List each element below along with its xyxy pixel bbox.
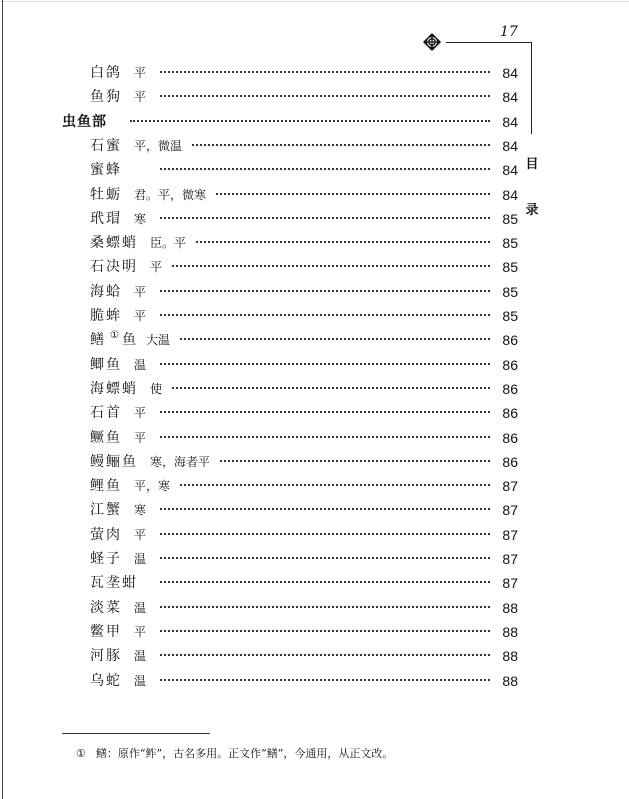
- toc-page-number: 88: [502, 623, 518, 640]
- toc-row[interactable]: [90, 61, 629, 85]
- toc-row[interactable]: [90, 523, 629, 547]
- toc-entry-name: 萤肉: [90, 526, 122, 543]
- toc-leader-dots: [216, 193, 490, 199]
- toc-row[interactable]: [90, 377, 629, 401]
- toc-row[interactable]: [90, 401, 629, 425]
- toc-entry-note: 温: [134, 552, 147, 566]
- toc-page-number: 86: [502, 380, 518, 397]
- toc-leader-dots: [160, 411, 490, 417]
- toc-row[interactable]: [90, 571, 629, 595]
- toc-leader-dots: [172, 387, 490, 393]
- toc-entry-note: 平，寒: [134, 479, 171, 494]
- toc-page-number: 87: [502, 502, 518, 519]
- toc-entry-name: 白鸽: [90, 65, 122, 81]
- toc-entry-note: 平: [134, 406, 147, 421]
- toc-entry-name: 牡蛎: [90, 186, 122, 203]
- toc-row[interactable]: [90, 231, 629, 255]
- toc-entry-name: 鳖甲: [90, 623, 122, 640]
- toc-entry-note: 寒: [134, 211, 147, 226]
- toc-page-number: 85: [502, 210, 518, 227]
- toc-entry-name: 鱼狗: [90, 89, 122, 106]
- toc-entry-name: 石决明: [90, 259, 138, 276]
- toc-leader-dots: [160, 654, 490, 660]
- toc-entry-note: 温: [134, 600, 147, 615]
- toc-page-number: 86: [502, 429, 518, 446]
- toc-leader-dots: [180, 338, 490, 344]
- diamond-flower-icon: [423, 33, 441, 51]
- toc-entry-name-suffix: 鱼: [122, 332, 138, 349]
- toc-page-number: 88: [502, 599, 518, 616]
- toc-entry-name: 鲫鱼: [90, 356, 122, 373]
- toc-entry-name: 鲤鱼: [90, 478, 122, 495]
- toc-row[interactable]: [90, 280, 629, 304]
- toc-entry-note: 臣。平: [150, 236, 187, 251]
- toc-page-number: 86: [502, 332, 518, 349]
- toc-leader-dots: [160, 606, 490, 612]
- toc-entry-name: 鳗鲡鱼: [90, 453, 138, 470]
- toc-entry-name: 桑螵蛸: [90, 235, 138, 252]
- toc-page-number: 84: [502, 137, 518, 154]
- page-number: 17: [500, 24, 518, 40]
- toc-page-number: 86: [502, 356, 518, 373]
- toc-entry-name: 江蟹: [90, 502, 122, 519]
- toc-page-number: 84: [502, 65, 518, 81]
- toc-row[interactable]: [90, 547, 629, 571]
- toc-row[interactable]: [90, 255, 629, 279]
- toc-row[interactable]: [90, 328, 629, 352]
- toc-page-number: 84: [502, 113, 518, 130]
- toc-leader-dots: [160, 95, 490, 101]
- toc-leader-dots: [160, 314, 490, 320]
- toc-row[interactable]: [90, 450, 629, 474]
- toc-leader-dots: [160, 508, 490, 514]
- toc-entry-name: 鳝: [90, 332, 106, 349]
- toc-page-number: 85: [502, 259, 518, 276]
- toc-page-number: 87: [502, 478, 518, 495]
- page-left-edge: [2, 0, 3, 799]
- toc-entry-name: 海蛤: [90, 283, 122, 300]
- toc-leader-dots: [180, 484, 490, 490]
- header-rule: [446, 42, 532, 43]
- toc-leader-dots: [160, 557, 490, 563]
- toc-page-number: 86: [502, 405, 518, 422]
- toc-row[interactable]: [90, 669, 629, 693]
- toc-leader-dots: [160, 71, 490, 77]
- toc-entry-name: 鳜鱼: [90, 429, 122, 446]
- toc-leader-dots: [220, 460, 490, 466]
- toc-page-number: 88: [502, 648, 518, 665]
- toc-entry-name: 淡菜: [90, 599, 122, 616]
- toc-leader-dots: [160, 217, 490, 223]
- toc-page-number: 88: [502, 672, 518, 689]
- toc-entry-note: 寒: [134, 503, 147, 518]
- toc-leader-dots: [160, 581, 490, 587]
- toc-page-number: 87: [502, 575, 518, 592]
- footnote-rule: [62, 733, 210, 734]
- toc-page-number: 84: [502, 186, 518, 203]
- toc-page-number: 87: [502, 526, 518, 543]
- toc-leader-dots: [160, 533, 490, 539]
- toc-leader-dots: [130, 120, 490, 126]
- toc-row[interactable]: [90, 426, 629, 450]
- toc-entry-name: 海螵蛸: [90, 380, 138, 397]
- toc-row[interactable]: [90, 353, 629, 377]
- toc-entry-name: 河豚: [90, 648, 122, 665]
- toc-entry-name: 瓦垄蚶: [90, 575, 138, 592]
- toc-page-number: 87: [502, 551, 518, 567]
- toc-entry-note: 平，微温: [134, 138, 183, 153]
- toc-row[interactable]: [90, 596, 629, 620]
- toc-entry-name: 乌蛇: [90, 672, 122, 689]
- toc-section-row[interactable]: [62, 110, 629, 134]
- toc-row[interactable]: [90, 498, 629, 522]
- toc-row[interactable]: [90, 620, 629, 644]
- toc-leader-dots: [192, 144, 490, 150]
- toc-row[interactable]: [90, 85, 629, 109]
- toc-row[interactable]: [90, 474, 629, 498]
- toc-entry-name: 脆蛑: [90, 308, 122, 324]
- toc-entry-note: 平: [134, 284, 147, 299]
- toc-entry-note: 平: [134, 309, 147, 323]
- toc-leader-dots: [160, 630, 490, 636]
- toc-row[interactable]: [90, 183, 629, 207]
- footnote-ref[interactable]: ①: [110, 330, 119, 342]
- toc-entry-note: 平: [150, 260, 163, 275]
- toc-entry-name: 石首: [90, 405, 122, 422]
- toc-entry-note: 使: [150, 381, 163, 396]
- footnote-mark: ①: [76, 747, 86, 760]
- toc-entry-note: 大温: [146, 333, 171, 348]
- toc-page-number: 84: [502, 162, 518, 179]
- footnote-text: 鳝：原作“鲊”，古名多用。正文作“鳝”，今通用，从正文改。: [95, 747, 394, 760]
- toc-entry-note: 平: [134, 66, 147, 80]
- toc-page-number: 85: [502, 308, 518, 324]
- toc-leader-dots: [160, 168, 490, 174]
- toc-row[interactable]: [90, 134, 629, 158]
- toc-entry-note: 寒，海者平: [150, 454, 211, 469]
- footnote: [76, 745, 393, 761]
- toc-entry-name: 虫鱼部: [62, 113, 107, 130]
- toc-entry-name: 蛏子: [90, 551, 122, 567]
- toc-page-number: 86: [502, 453, 518, 470]
- page-top-edge: [0, 1, 629, 2]
- toc-leader-dots: [160, 290, 490, 296]
- toc-row[interactable]: [90, 207, 629, 231]
- toc-entry-note: 君。平，微寒: [134, 187, 207, 202]
- toc-row[interactable]: [90, 644, 629, 668]
- toc-entry-name: 蜜蜂: [90, 162, 122, 179]
- toc-entry-note: 平: [134, 430, 147, 445]
- toc-row[interactable]: [90, 304, 629, 328]
- toc-leader-dots: [196, 241, 490, 247]
- toc-entry-name: 石蜜: [90, 137, 122, 154]
- toc-page-number: 85: [502, 235, 518, 252]
- toc-entry-note: 温: [134, 673, 147, 688]
- toc-entry-note: 平: [134, 624, 147, 639]
- side-title-char: 录: [525, 203, 539, 218]
- toc-page-number: 85: [502, 283, 518, 300]
- toc-page-number: 84: [502, 89, 518, 106]
- side-title-char: 目: [525, 157, 539, 172]
- toc-leader-dots: [172, 265, 490, 271]
- toc-entry-name: 玳瑁: [90, 210, 122, 227]
- toc-leader-dots: [160, 363, 490, 369]
- toc-entry-note: 平: [134, 527, 147, 542]
- toc-entry-note: 温: [134, 649, 147, 664]
- toc-leader-dots: [160, 679, 490, 685]
- toc-row[interactable]: [90, 158, 629, 182]
- toc-entry-note: 平: [134, 90, 147, 105]
- toc-entry-note: 温: [134, 357, 147, 372]
- toc-leader-dots: [160, 436, 490, 442]
